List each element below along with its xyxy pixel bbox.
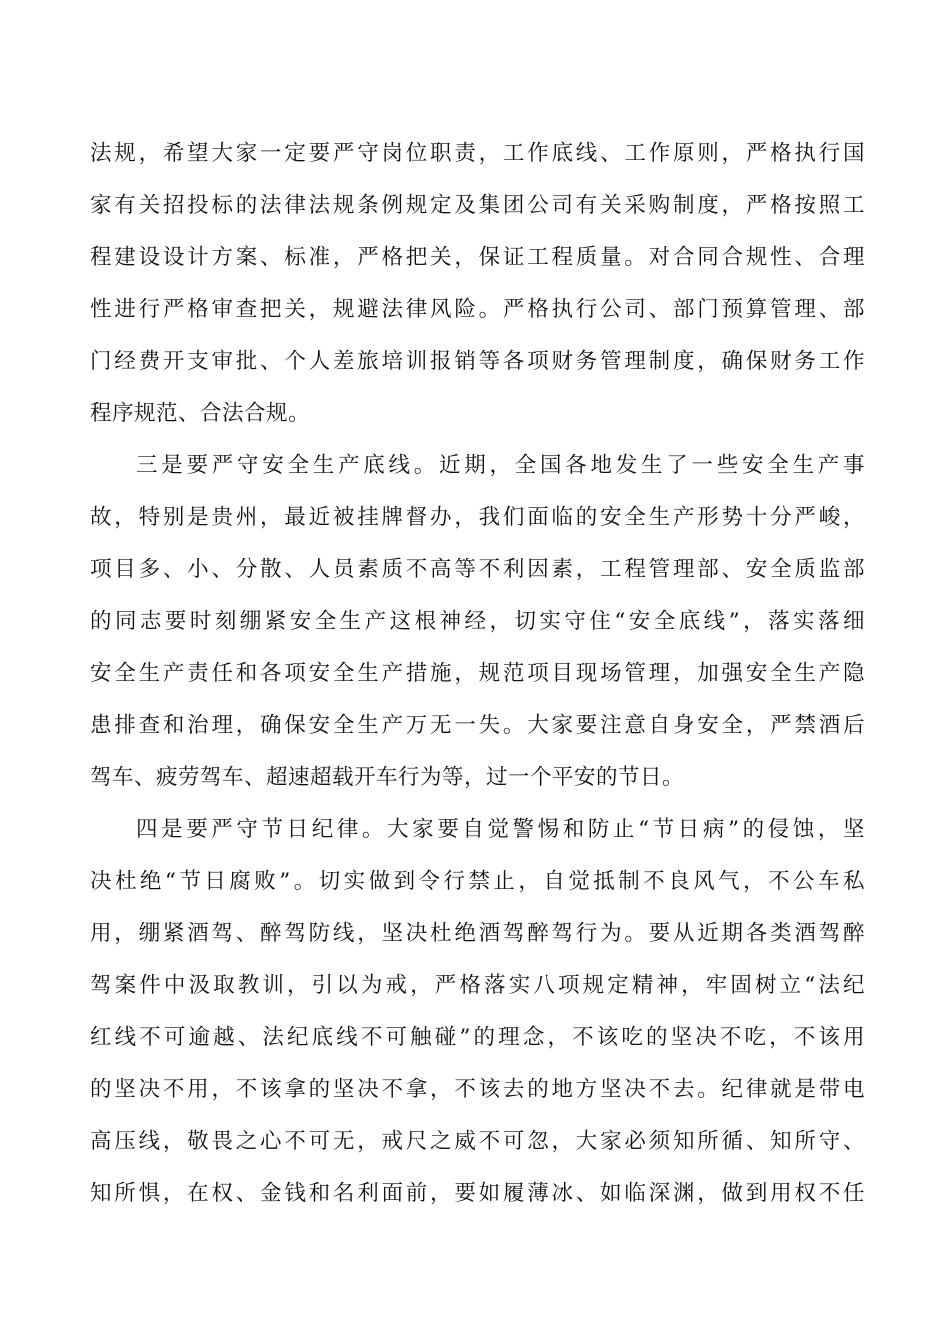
text-line: 性进行严格审查把关，规避法律风险。严格执行公司、部门预算管理、部: [90, 297, 865, 322]
text-line: 四是要严守节日纪律。大家要自觉警惕和防止“节日病”的侵蚀，坚: [136, 817, 865, 842]
text-line: 三是要严守安全生产底线。近期，全国各地发生了一些安全生产事: [136, 453, 865, 478]
text-line: 用，绷紧酒驾、醉驾防线，坚决杜绝酒驾醉驾行为。要从近期各类酒驾醉: [90, 921, 865, 946]
text-line: 的坚决不用，不该拿的坚决不拿，不该去的地方坚决不去。纪律就是带电: [90, 1077, 865, 1102]
text-line: 知所惧，在权、金钱和名利面前，要如履薄冰、如临深渊，做到用权不任: [90, 1181, 865, 1206]
paragraph-regulations: [90, 128, 865, 440]
text-line: 决杜绝“节日腐败”。切实做到令行禁止，自觉抵制不良风气，不公车私: [90, 869, 865, 894]
text-line: 项目多、小、分散、人员素质不高等不利因素，工程管理部、安全质监部: [90, 557, 865, 582]
text-line: 患排查和治理，确保安全生产万无一失。大家要注意自身安全，严禁酒后: [90, 713, 865, 738]
text-line: 家有关招投标的法律法规条例规定及集团公司有关采购制度，严格按照工: [90, 193, 865, 218]
text-line: 程序规范、合法合规。: [90, 401, 311, 426]
paragraph-safety: [90, 440, 865, 804]
text-line: 红线不可逾越、法纪底线不可触碰”的理念，不该吃的坚决不吃，不该用: [90, 1025, 865, 1050]
text-line: 法规，希望大家一定要严守岗位职责，工作底线、工作原则，严格执行国: [90, 141, 865, 166]
text-line: 安全生产责任和各项安全生产措施，规范项目现场管理，加强安全生产隐: [90, 661, 865, 686]
text-line: 驾案件中汲取教训，引以为戒，严格落实八项规定精神，牢固树立“法纪: [90, 973, 865, 998]
text-line: 高压线，敬畏之心不可无，戒尺之威不可忽，大家必须知所循、知所守、: [90, 1129, 865, 1154]
text-line: 驾车、疲劳驾车、超速超载开车行为等，过一个平安的节日。: [90, 765, 685, 790]
body-text: [90, 128, 865, 1220]
text-line: 的同志要时刻绷紧安全生产这根神经，切实守住“安全底线”，落实落细: [90, 609, 865, 634]
text-line: 故，特别是贵州，最近被挂牌督办，我们面临的安全生产形势十分严峻，: [90, 505, 865, 530]
paragraph-discipline: [90, 804, 865, 1220]
text-line: 门经费开支审批、个人差旅培训报销等各项财务管理制度，确保财务工作: [90, 349, 865, 374]
text-line: 程建设设计方案、标准，严格把关，保证工程质量。对合同合规性、合理: [90, 245, 865, 270]
